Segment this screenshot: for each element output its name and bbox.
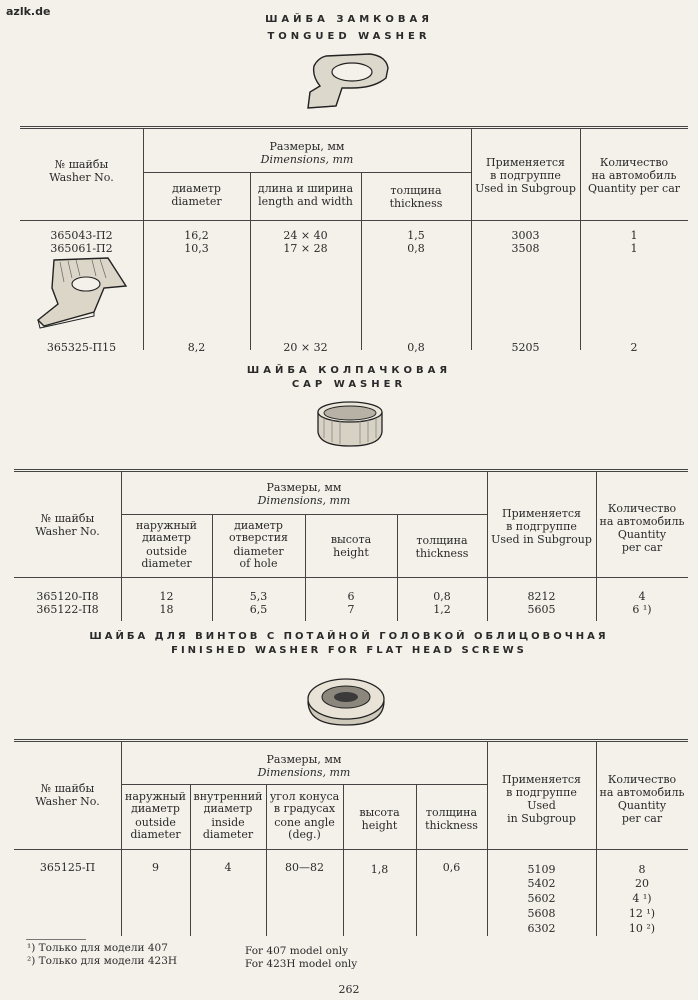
s3-usage-qty: 20 xyxy=(635,877,649,890)
s3-header-used-en2: in Subgroup xyxy=(507,812,576,825)
s2-header-washer-no-ru: № шайбы xyxy=(40,512,95,525)
s3-usage-qty: 10 ²) xyxy=(628,922,656,935)
tongued-washer-illustration xyxy=(300,48,400,114)
s3-r1-thickness: 0,6 xyxy=(442,861,461,874)
s2-header-qty-en2: per car xyxy=(621,541,663,554)
s1-r3-subgroup: 5205 xyxy=(511,341,540,354)
s3-header-od-en1: outside xyxy=(135,816,176,829)
s1-header-thickness-en: thickness xyxy=(389,197,443,210)
s2-header-thickness-en: thickness xyxy=(415,547,469,560)
s2-header-qty-ru1: Количество xyxy=(607,502,677,515)
s3-r1-angle: 80—82 xyxy=(285,861,324,874)
s2-header-washer-no-en: Washer No. xyxy=(35,525,100,538)
s3-usage-subgroup: 5602 xyxy=(527,892,556,905)
s2-r1-od: 12 xyxy=(159,590,174,603)
footnote-1-en: For 407 model only xyxy=(245,945,349,957)
footnote-2-ru: ²) Только для модели 423Н xyxy=(27,955,178,967)
s2-header-used-en: Used in Subgroup xyxy=(491,533,592,546)
s1-r3-lw: 20 × 32 xyxy=(283,341,328,354)
s3-usage-subgroup: 5109 xyxy=(527,863,556,876)
s2-header-hole-ru1: диаметр xyxy=(234,519,283,532)
s1-header-lw-en: length and width xyxy=(258,195,353,208)
s1-header-qty-en: Quantity per car xyxy=(587,182,681,195)
s2-header-dimensions-en: Dimensions, mm xyxy=(257,494,351,507)
s3-usage-subgroup: 5402 xyxy=(527,877,556,890)
s1-header-used-en: Used in Subgroup xyxy=(475,182,576,195)
s3-r1-id: 4 xyxy=(224,861,232,874)
s2-header-height-en: height xyxy=(333,546,369,559)
s2-header-od-ru1: наружный xyxy=(136,519,197,532)
footnote-1-ru: ¹) Только для модели 407 xyxy=(27,942,168,954)
s3-header-od-en2: diameter xyxy=(130,828,181,841)
s3-header-qty-en2: per car xyxy=(621,812,663,825)
s2-header-used-ru1: Применяется xyxy=(502,507,581,520)
s3-header-qty-en1: Quantity xyxy=(617,799,667,812)
s1-r2-thickness: 0,8 xyxy=(407,242,425,255)
s1-r1-diameter: 16,2 xyxy=(184,229,209,242)
s2-r2-hole: 6,5 xyxy=(249,603,268,616)
s2-r1-qty: 4 xyxy=(638,590,646,603)
s3-usage-subgroup: 6302 xyxy=(527,922,556,935)
s1-r2-lw: 17 × 28 xyxy=(283,242,328,255)
s3-header-od-ru2: диаметр xyxy=(131,802,180,815)
s3-header-od-ru1: наружный xyxy=(125,790,186,803)
section1-title-ru: ШАЙБА ЗАМКОВАЯ xyxy=(265,14,433,25)
section2-title-en: CAP WASHER xyxy=(291,379,407,390)
s1-r2-no: 365061-П2 xyxy=(50,242,113,255)
section2-title-ru: ШАЙБА КОЛПАЧКОВАЯ xyxy=(246,365,452,376)
tongued-washer-alt-illustration xyxy=(34,256,130,332)
s3-header-id-ru1: внутренний xyxy=(193,790,263,803)
s1-header-thickness-ru: толщина xyxy=(390,184,442,197)
s2-header-od-en2: diameter xyxy=(141,557,192,570)
s3-usage-qty: 8 xyxy=(638,863,646,876)
s1-header-diameter-en: diameter xyxy=(171,195,222,208)
s3-header-washer-no-ru: № шайбы xyxy=(40,782,95,795)
s1-r1-no: 365043-П2 xyxy=(50,229,113,242)
s3-header-thickness-ru: толщина xyxy=(425,806,478,819)
s3-header-id-ru2: диаметр xyxy=(203,802,253,815)
s3-header-angle-en1: cone angle xyxy=(274,816,335,829)
s1-header-diameter-ru: диаметр xyxy=(172,182,221,195)
s1-r2-qty: 1 xyxy=(630,242,638,255)
s1-r1-lw: 24 × 40 xyxy=(283,229,328,242)
s2-header-od-en1: outside xyxy=(146,545,187,558)
footnote-2-en: For 423H model only xyxy=(245,958,358,970)
section3-title-ru: ШАЙБА ДЛЯ ВИНТОВ С ПОТАЙНОЙ ГОЛОВКОЙ ОБЛИЦОВОЧНАЯ xyxy=(89,631,609,642)
s3-usage-qty: 12 ¹) xyxy=(628,907,656,920)
s1-header-used-ru2: в подгруппе xyxy=(490,169,561,182)
s3-header-angle-en2: (deg.) xyxy=(288,828,321,841)
page-number: 262 xyxy=(338,983,360,996)
s2-r2-subgroup: 5605 xyxy=(527,603,556,616)
s2-header-thickness-ru: толщина xyxy=(416,534,468,547)
s2-header-od-ru2: диаметр xyxy=(142,531,191,544)
s3-header-id-en2: diameter xyxy=(202,828,254,841)
s3-header-used-ru1: Применяется xyxy=(502,773,581,786)
s1-r1-thickness: 1,5 xyxy=(407,229,425,242)
s3-header-height-ru: высота xyxy=(359,806,400,819)
s1-r2-subgroup: 3508 xyxy=(511,242,540,255)
s1-header-washer-no-ru: № шайбы xyxy=(54,158,109,171)
s3-header-washer-no-en: Washer No. xyxy=(35,795,100,808)
s1-r3-no: 365325-П15 xyxy=(46,341,117,354)
s3-header-qty-ru1: Количество xyxy=(607,773,677,786)
finished-washer-illustration xyxy=(300,663,392,731)
s2-header-qty-en1: Quantity xyxy=(617,528,667,541)
s3-header-dimensions-ru: Размеры, мм xyxy=(266,753,342,766)
s1-header-qty-ru1: Количество xyxy=(599,156,669,169)
section3-title-en: FINISHED WASHER FOR FLAT HEAD SCREWS xyxy=(171,645,527,656)
s2-r2-qty: 6 ¹) xyxy=(632,603,652,616)
s1-r3-qty: 2 xyxy=(630,341,638,354)
s3-header-angle-ru2: в градусах xyxy=(273,802,336,815)
s2-r1-height: 6 xyxy=(347,590,355,603)
s1-r1-qty: 1 xyxy=(630,229,638,242)
s1-header-washer-no-en: Washer No. xyxy=(49,171,114,184)
s3-r1-no: 365125-П xyxy=(39,861,96,874)
cap-washer-illustration xyxy=(312,398,388,450)
s3-r1-height: 1,8 xyxy=(370,863,389,876)
s2-r1-hole: 5,3 xyxy=(249,590,268,603)
s2-header-hole-en2: of hole xyxy=(239,557,278,570)
site-watermark: azlk.de xyxy=(6,5,51,18)
s2-r1-thickness: 0,8 xyxy=(433,590,451,603)
s1-header-qty-ru2: на автомобиль xyxy=(591,169,677,182)
s3-header-height-en: height xyxy=(361,819,398,832)
s2-header-dimensions-ru: Размеры, мм xyxy=(266,481,342,494)
s2-header-hole-ru2: отверстия xyxy=(229,531,288,544)
s2-header-qty-ru2: на автомобиль xyxy=(599,515,685,528)
section1-title-en: TONGUED WASHER xyxy=(267,31,431,42)
s3-header-qty-ru2: на автомобиль xyxy=(599,786,685,799)
s2-header-hole-en1: diameter xyxy=(233,545,284,558)
s2-header-height-ru: высота xyxy=(330,533,372,546)
s3-header-id-en1: inside xyxy=(211,816,245,829)
s1-r2-diameter: 10,3 xyxy=(184,242,209,255)
s1-r1-subgroup: 3003 xyxy=(511,229,540,242)
s2-r2-thickness: 1,2 xyxy=(433,603,451,616)
s1-header-used-ru1: Применяется xyxy=(486,156,565,169)
s1-r3-diameter: 8,2 xyxy=(187,341,206,354)
s3-header-thickness-en: thickness xyxy=(425,819,478,832)
s3-header-used-ru2: в подгруппе xyxy=(506,786,577,799)
s3-r1-od: 9 xyxy=(152,861,159,874)
s1-header-dimensions-en: Dimensions, mm xyxy=(260,153,354,166)
s1-header-dimensions-ru: Размеры, мм xyxy=(269,140,345,153)
s3-header-used-en1: Used xyxy=(527,799,556,812)
s1-r3-thickness: 0,8 xyxy=(407,341,425,354)
s2-r2-od: 18 xyxy=(159,603,174,616)
s1-header-lw-ru: длина и ширина xyxy=(257,182,354,195)
s2-r1-subgroup: 8212 xyxy=(527,590,556,603)
s3-usage-subgroup: 5608 xyxy=(527,907,556,920)
s2-r2-height: 7 xyxy=(347,603,355,616)
s2-header-used-ru2: в подгруппе xyxy=(506,520,577,533)
s2-r1-no: 365120-П8 xyxy=(36,590,99,603)
s2-r2-no: 365122-П8 xyxy=(36,603,99,616)
s3-header-dimensions-en: Dimensions, mm xyxy=(257,766,351,779)
s3-header-angle-ru1: угол конуса xyxy=(269,790,340,803)
s3-usage-qty: 4 ¹) xyxy=(632,892,652,905)
